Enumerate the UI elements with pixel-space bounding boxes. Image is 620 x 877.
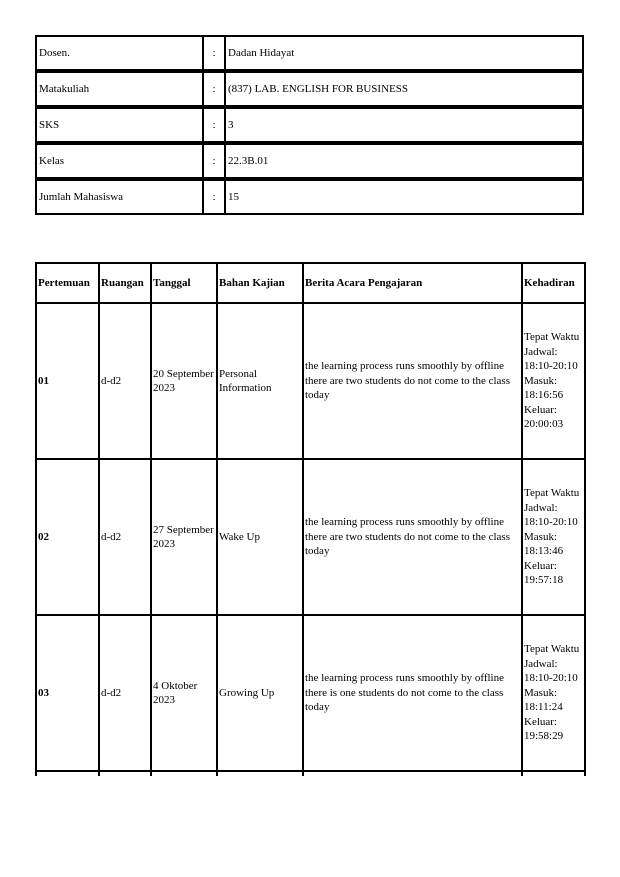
info-label: Dosen. <box>37 37 204 71</box>
column-header-attendance: Kehadiran <box>523 264 586 304</box>
meeting-report: the learning process runs smoothly by offline there are two students do not come to the class today <box>304 304 523 460</box>
table-row <box>37 460 586 616</box>
meetings-table <box>35 262 586 776</box>
table-row <box>37 304 586 460</box>
info-label: Kelas <box>37 145 204 179</box>
column-header-room: Ruangan <box>100 264 152 304</box>
attendance-schedule-label: Jadwal: <box>524 345 558 358</box>
info-row-credits <box>37 109 584 143</box>
course-info-table <box>35 35 584 215</box>
meeting-date: 20 September 2023 <box>152 304 218 460</box>
attendance-schedule: 18:10-20:10 <box>524 672 578 685</box>
meeting-number: 03 <box>37 616 100 772</box>
column-header-report: Berita Acara Pengajaran <box>304 264 523 304</box>
info-separator: : <box>204 37 226 71</box>
table-continuation <box>37 772 586 776</box>
info-separator: : <box>204 145 226 179</box>
meeting-report: the learning process runs smoothly by offline there is one students do not come to the class today <box>304 616 523 772</box>
attendance-schedule: 18:10-20:10 <box>524 360 578 373</box>
info-row-class <box>37 145 584 179</box>
attendance-out-time: 19:58:29 <box>524 730 564 743</box>
attendance-schedule-label: Jadwal: <box>524 657 558 670</box>
info-separator: : <box>204 109 226 143</box>
attendance-schedule: 18:10-20:10 <box>524 516 578 529</box>
attendance-schedule-label: Jadwal: <box>524 501 558 514</box>
column-header-date: Tanggal <box>152 264 218 304</box>
attendance-in-time: 18:11:24 <box>524 701 563 714</box>
attendance-out-label: Keluar: <box>524 403 557 416</box>
info-label: Jumlah Mahasiswa <box>37 181 204 215</box>
info-value: 15 <box>226 181 584 215</box>
table-row <box>37 616 586 772</box>
meeting-topic: Growing Up <box>218 616 304 772</box>
info-label: SKS <box>37 109 204 143</box>
attendance-in-label: Masuk: <box>524 686 557 699</box>
meeting-topic: Wake Up <box>218 460 304 616</box>
attendance-in-label: Masuk: <box>524 530 557 543</box>
attendance-out-label: Keluar: <box>524 559 557 572</box>
info-separator: : <box>204 73 226 107</box>
attendance-status: Tepat Waktu <box>524 331 580 344</box>
attendance-out-time: 20:00:03 <box>524 418 564 431</box>
meeting-room: d-d2 <box>100 304 152 460</box>
info-value: Dadan Hidayat <box>226 37 584 71</box>
attendance-status: Tepat Waktu <box>524 643 580 656</box>
meeting-room: d-d2 <box>100 616 152 772</box>
meeting-attendance <box>523 616 586 772</box>
info-row-students <box>37 181 584 215</box>
meeting-room: d-d2 <box>100 460 152 616</box>
column-header-topic: Bahan Kajian <box>218 264 304 304</box>
info-value: 22.3B.01 <box>226 145 584 179</box>
meeting-attendance <box>523 304 586 460</box>
meeting-topic: Personal Information <box>218 304 304 460</box>
meeting-number: 01 <box>37 304 100 460</box>
meeting-attendance <box>523 460 586 616</box>
attendance-out-time: 19:57:18 <box>524 574 564 587</box>
column-header-meeting: Pertemuan <box>37 264 100 304</box>
meeting-number: 02 <box>37 460 100 616</box>
attendance-in-time: 18:16:56 <box>524 389 564 402</box>
attendance-out-label: Keluar: <box>524 715 557 728</box>
meeting-report: the learning process runs smoothly by offline there are two students do not come to the class today <box>304 460 523 616</box>
meeting-date: 27 September 2023 <box>152 460 218 616</box>
info-label: Matakuliah <box>37 73 204 107</box>
attendance-status: Tepat Waktu <box>524 487 580 500</box>
attendance-in-label: Masuk: <box>524 374 557 387</box>
info-value: (837) LAB. ENGLISH FOR BUSINESS <box>226 73 584 107</box>
meeting-date: 4 Oktober 2023 <box>152 616 218 772</box>
info-row-course <box>37 73 584 107</box>
info-row-lecturer <box>37 37 584 71</box>
table-header-row <box>37 264 586 304</box>
attendance-in-time: 18:13:46 <box>524 545 564 558</box>
info-value: 3 <box>226 109 584 143</box>
info-separator: : <box>204 181 226 215</box>
